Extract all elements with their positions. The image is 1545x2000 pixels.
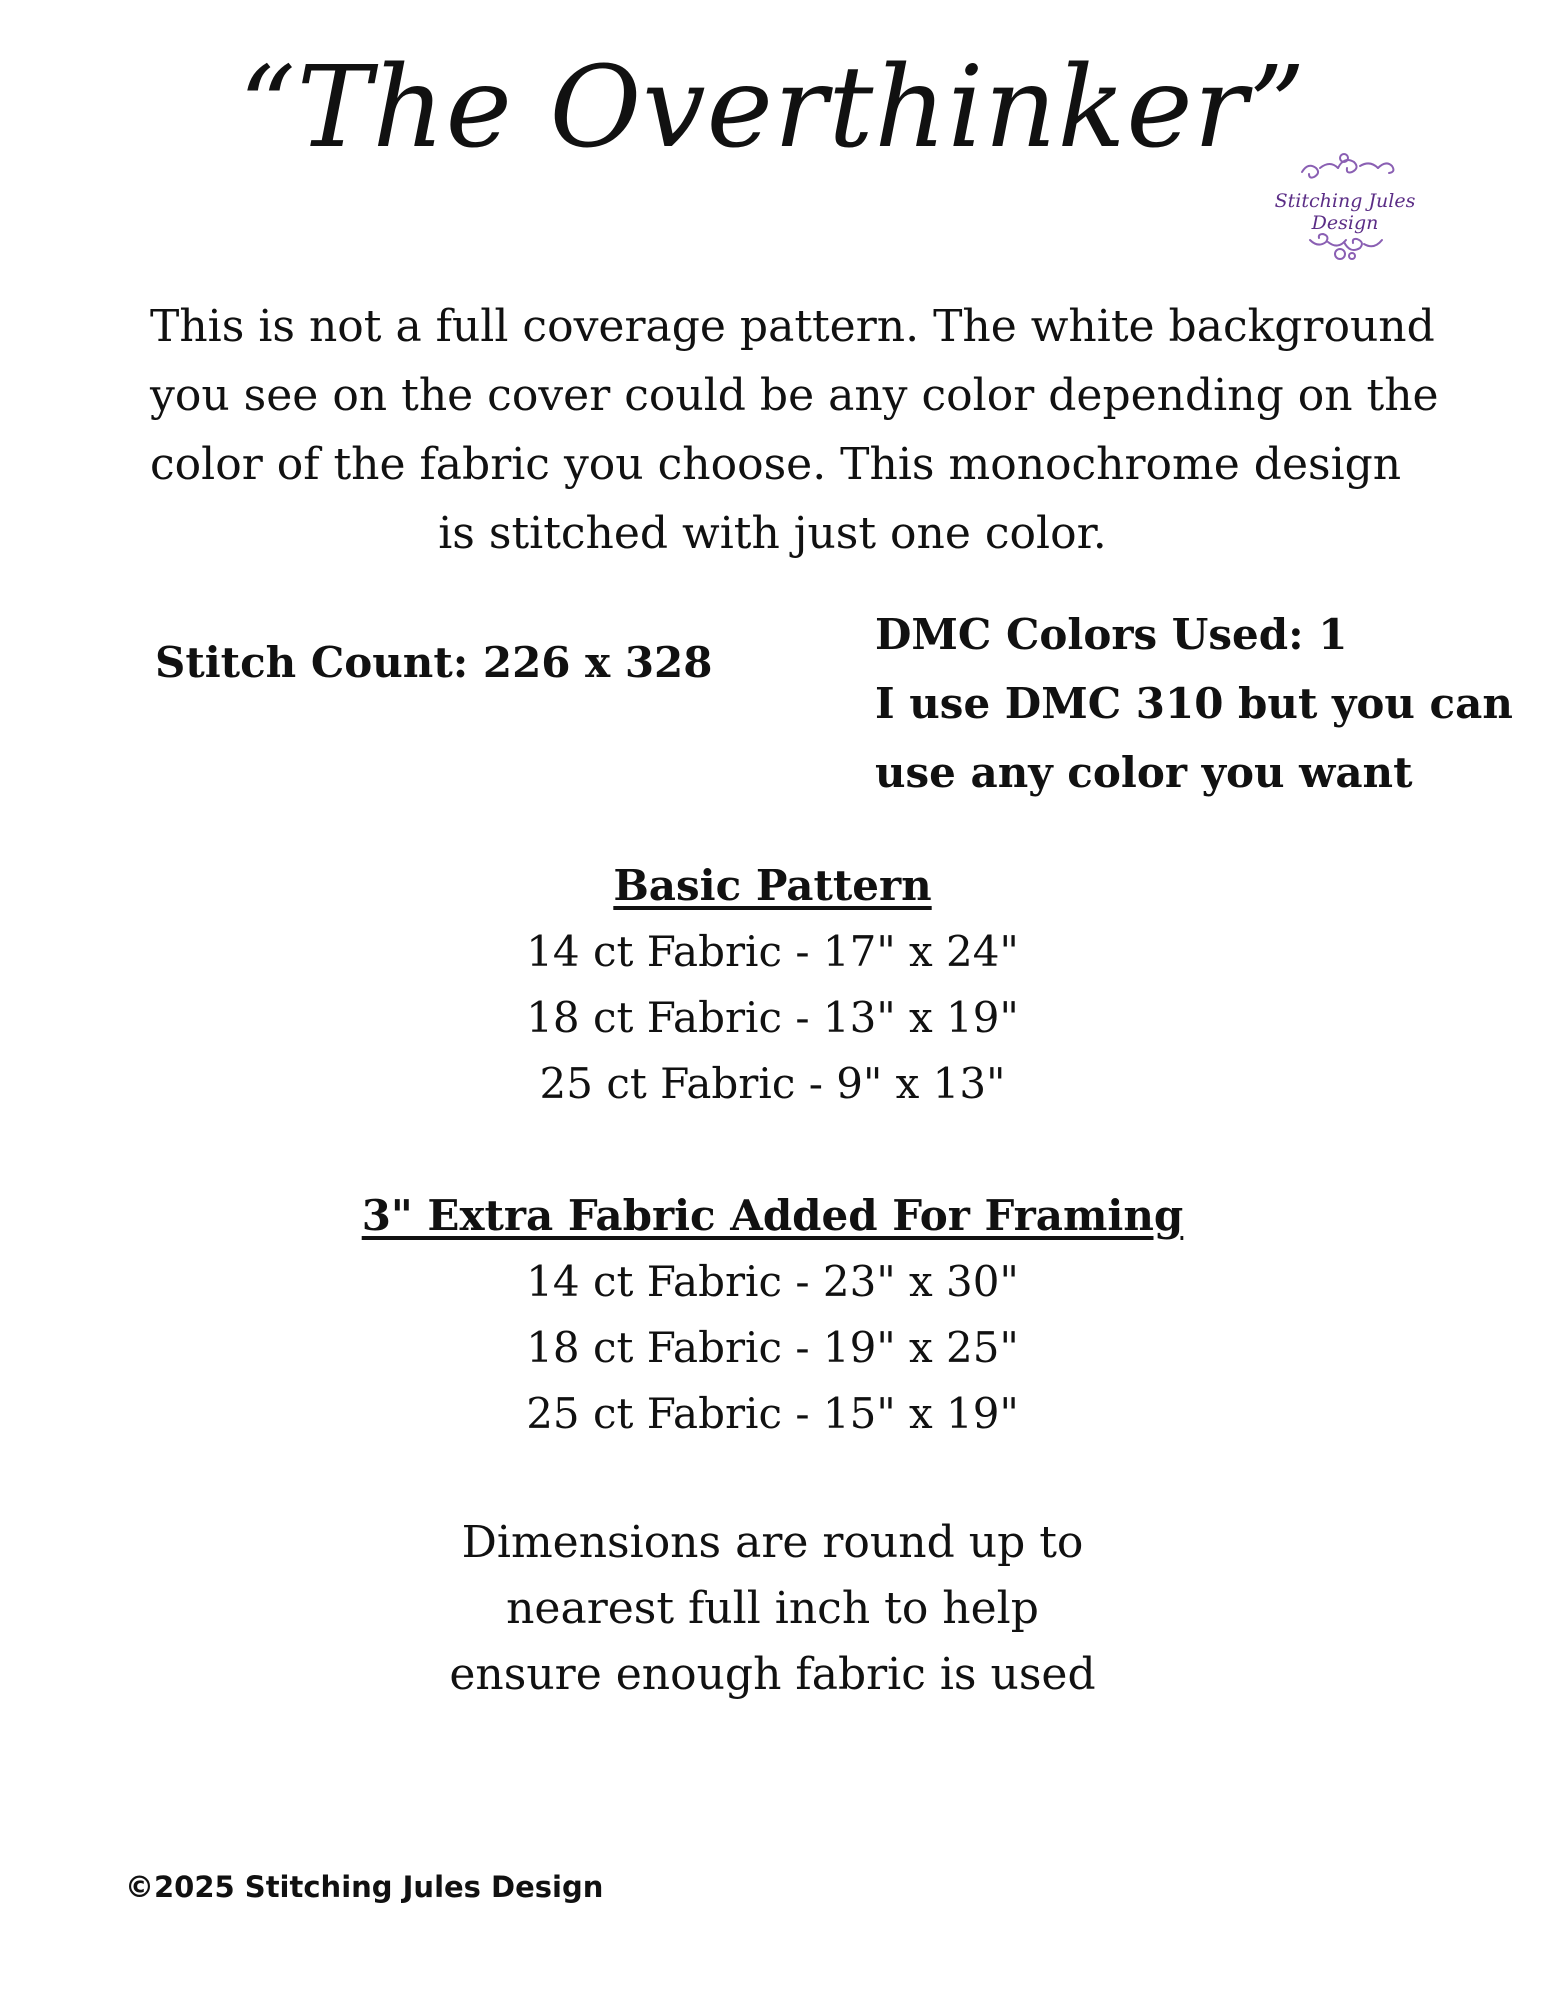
extra-fabric-heading: 3" Extra Fabric Added For Framing: [361, 1191, 1184, 1240]
intro-paragraph: [150, 292, 1439, 568]
intro-line: This is not a full coverage pattern. The white background: [150, 301, 1435, 352]
dmc-colors-info: [875, 600, 1513, 807]
fabric-size-row: 25 ct Fabric - 15" x 19": [526, 1389, 1019, 1438]
extra-fabric-section: [0, 1183, 1545, 1447]
copyright-notice: ©2025 Stitching Jules Design: [125, 1870, 604, 1904]
dmc-line: DMC Colors Used: 1: [875, 610, 1348, 659]
fabric-size-row: 18 ct Fabric - 13" x 19": [526, 993, 1019, 1042]
basic-pattern-heading: Basic Pattern: [613, 861, 932, 910]
dmc-line: I use DMC 310 but you can: [875, 679, 1513, 728]
logo-text: Stitching Jules Design: [1274, 190, 1416, 234]
note-line: nearest full inch to help: [506, 1583, 1039, 1634]
intro-line: is stitched with just one color.: [438, 508, 1107, 559]
note-line: Dimensions are round up to: [461, 1517, 1084, 1568]
fabric-size-row: 25 ct Fabric - 9" x 13": [539, 1059, 1006, 1108]
fabric-size-row: 18 ct Fabric - 19" x 25": [526, 1323, 1019, 1372]
brand-logo: [1240, 150, 1450, 265]
stitch-count: Stitch Count: 226 x 328: [155, 638, 713, 687]
intro-line: you see on the cover could be any color depending on the: [150, 370, 1439, 421]
note-line: ensure enough fabric is used: [449, 1649, 1096, 1700]
dmc-line: use any color you want: [875, 748, 1413, 797]
basic-pattern-section: [0, 853, 1545, 1117]
intro-line: color of the fabric you choose. This monochrome design: [150, 439, 1402, 490]
fabric-size-row: 14 ct Fabric - 17" x 24": [526, 927, 1019, 976]
dimensions-note: [0, 1510, 1545, 1708]
page-title: “The Overthinker”: [238, 43, 1307, 173]
fabric-size-row: 14 ct Fabric - 23" x 30": [526, 1257, 1019, 1306]
